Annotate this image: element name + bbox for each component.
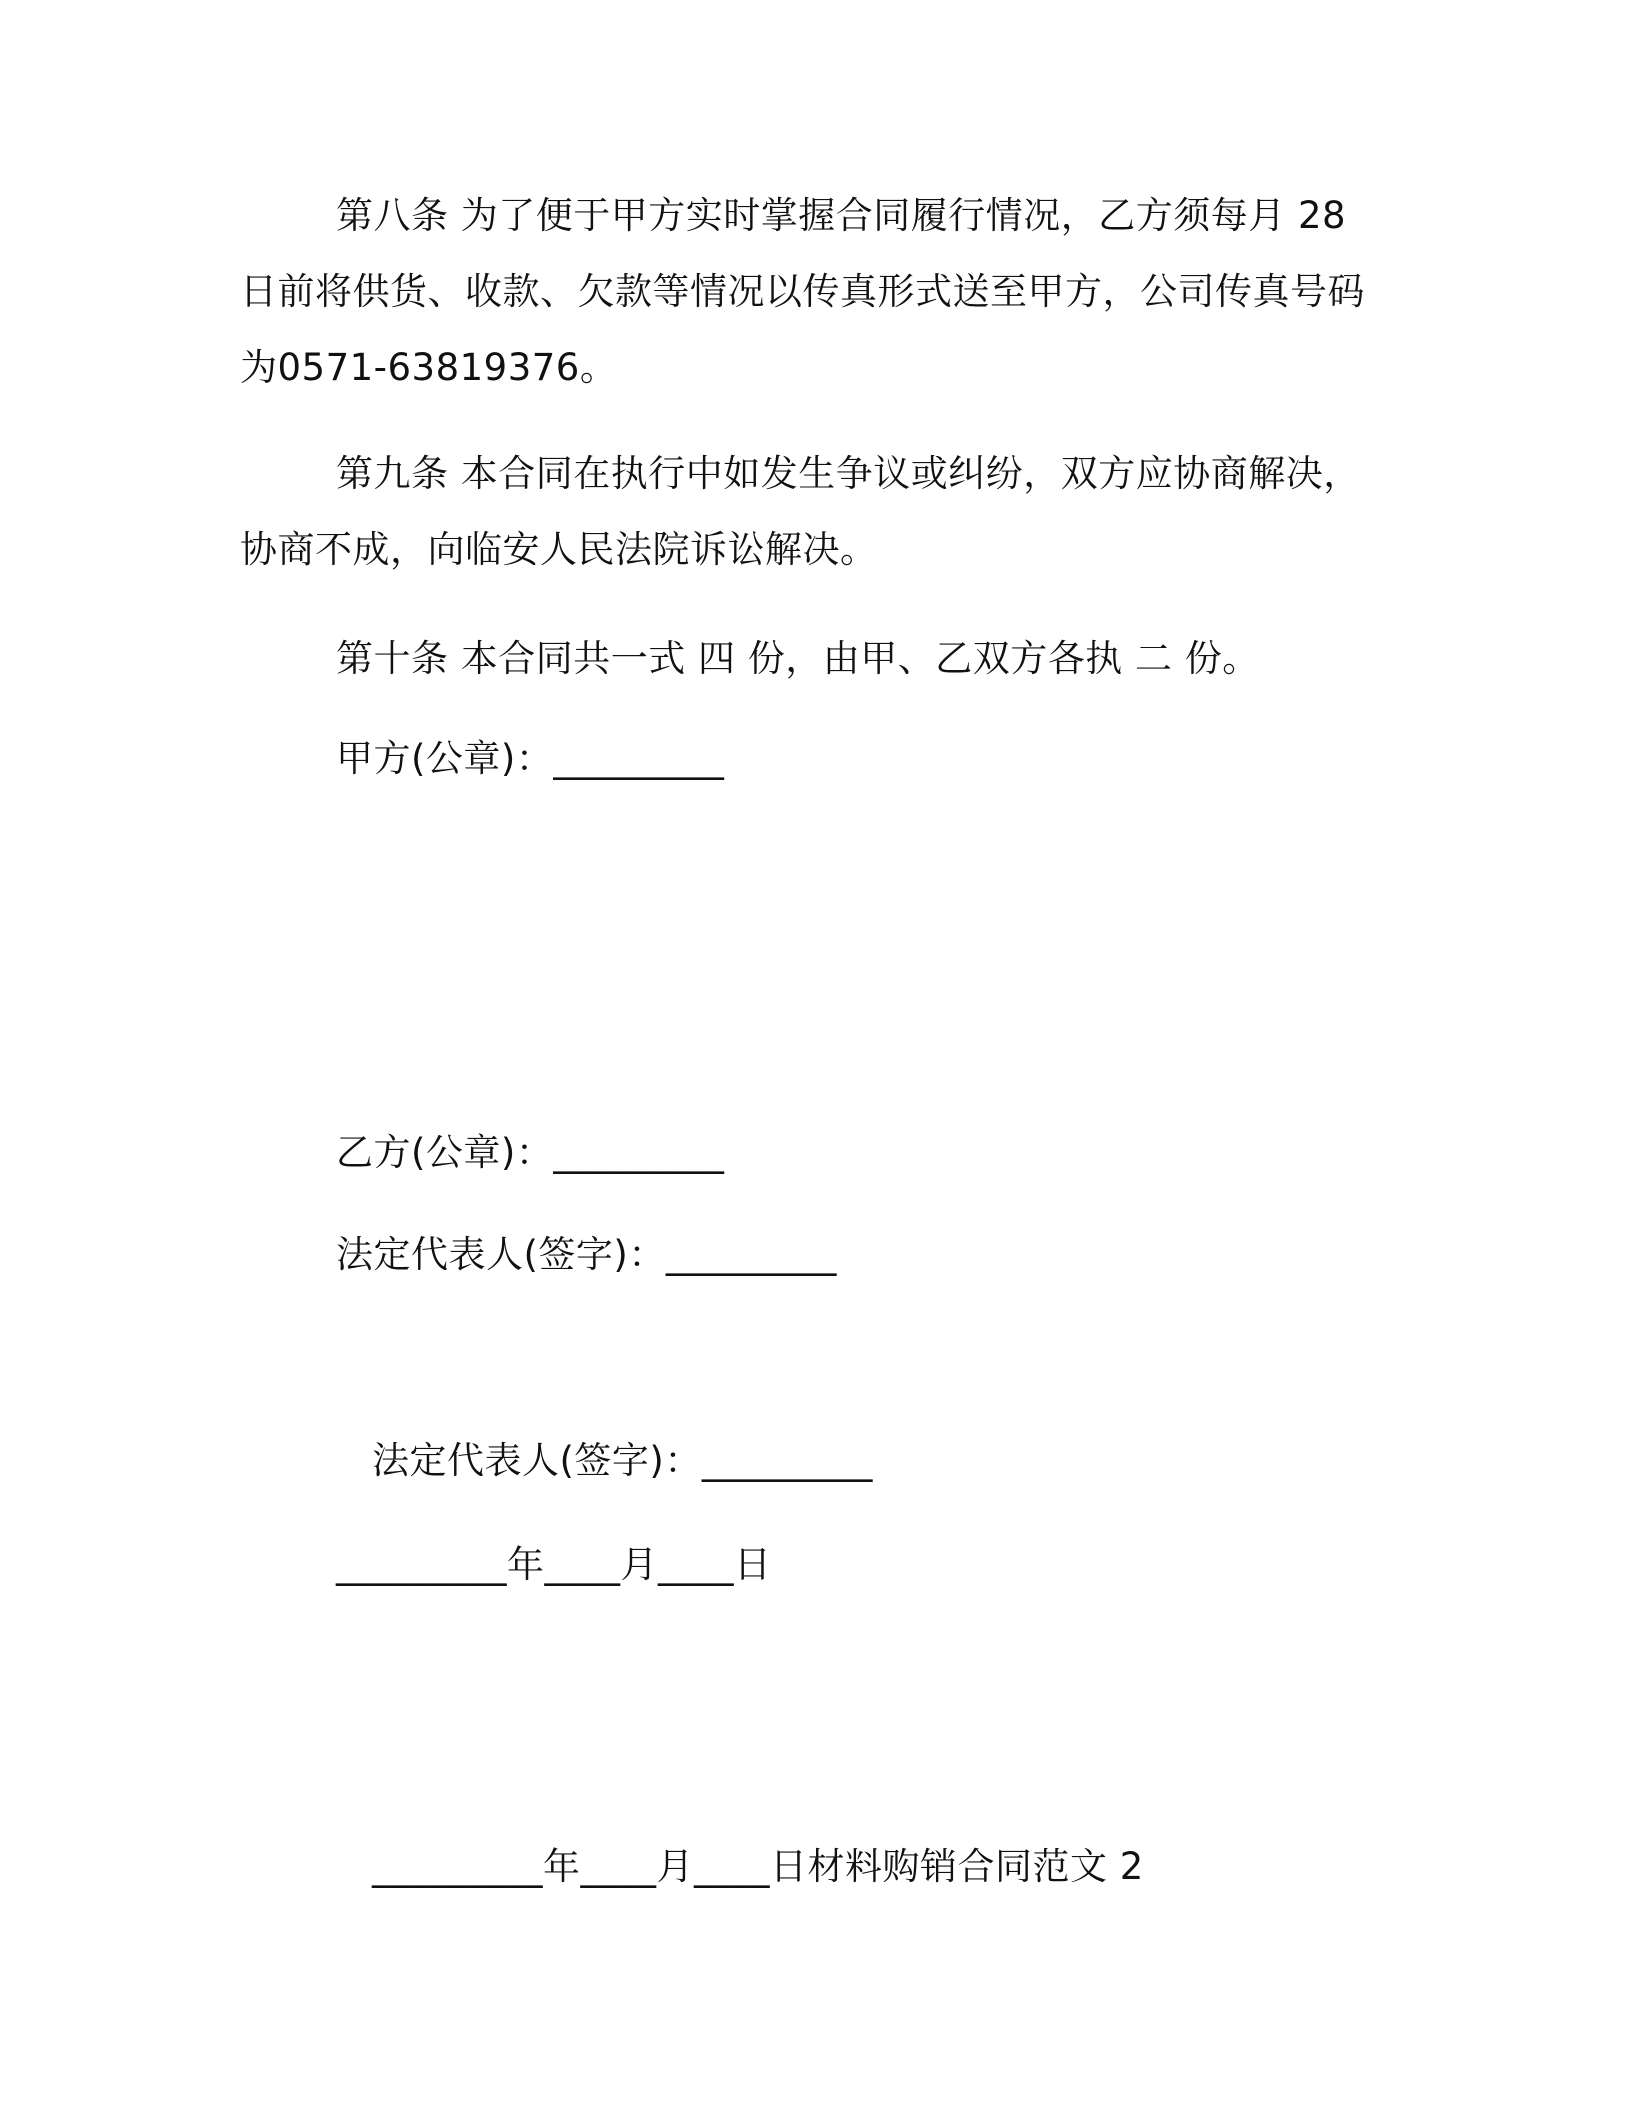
- party-a-seal-line: 甲方(公章)：_________: [336, 737, 725, 780]
- legal-rep-signature-line-1: 法定代表人(签字)：_________: [336, 1233, 837, 1276]
- legal-rep-signature-line-2: 法定代表人(签字)：_________: [372, 1439, 873, 1482]
- article-10: 第十条 本合同共一式 四 份，由甲、乙双方各执 二 份。: [336, 637, 1260, 680]
- article-8: 第八条 为了便于甲方实时掌握合同履行情况，乙方须每月 28 日前将供货、收款、欠款等情况以传真形式送至甲方，公司传真号码为0571-63819376。: [240, 194, 1365, 389]
- article-9: 第九条 本合同在执行中如发生争议或纠纷，双方应协商解决，协商不成，向临安人民法院诉讼解决。: [240, 452, 1361, 571]
- date-and-next-title-line: _________年____月____日材料购销合同范文 2: [372, 1845, 1144, 1888]
- date-line: _________年____月____日: [336, 1543, 772, 1586]
- party-b-seal-line: 乙方(公章)：_________: [336, 1131, 725, 1174]
